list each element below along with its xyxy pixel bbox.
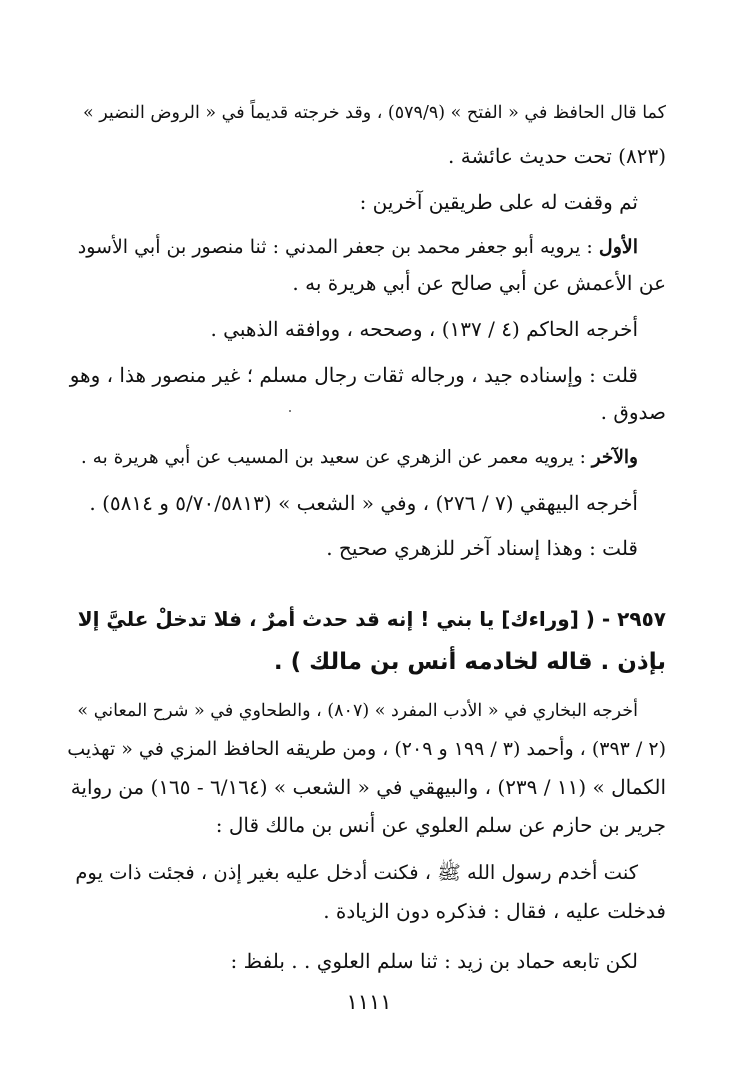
text-line: كما قال الحافظ في « الفتح » (٥٧٩/٩) ، وقد خرجته قديماً في « الروض النضير » [82,103,666,123]
text-line: : يرويه أبو جعفر محمد بن جعفر المدني : ثنا منصور بن أبي الأسود [77,236,599,258]
text-line: فدخلت عليه ، فقال : فذكره دون الزيادة . [323,899,666,923]
text-line: أخرجه البخاري في « الأدب المفرد » (٨٠٧) ، والطحاوي في « شرح المعاني » [77,701,638,721]
text-line: أخرجه الحاكم (٤ / ١٣٧) ، وصححه ، ووافقه الذهبي . [210,317,638,341]
text-line: (٨٢٣) تحت حديث عائشة . [448,144,666,168]
text-line: : يرويه معمر عن الزهري عن سعيد بن المسيب عن أبي هريرة به . [80,447,592,468]
bold-lead-second: والآخر [591,447,638,468]
text-line: الكمال » (١١ / ٢٣٩) ، والبيهقي في « الشعب » (٦/١٦٤ - ١٦٥) من رواية [70,775,666,799]
text-line: ثم وقفت له على طريقين آخرين : [359,190,638,214]
hadith-heading-line: ٢٩٥٧ - ( [وراءك] يا بني ! إنه قد حدث أمرٌ ، فلا تدخلْ عليَّ إلا [77,607,666,631]
page-number: ١١١١ [346,990,392,1014]
text-line: كنت أخدم رسول الله ﷺ ، فكنت أدخل عليه بغير إذن ، فجئت ذات يوم [75,861,638,884]
bold-lead-first: الأول [598,236,638,258]
hadith-heading-line: بإذن . قاله لخادمه أنس بن مالك ) . [273,649,666,675]
text-line: لكن تابعه حماد بن زيد : ثنا سلم العلوي . . بلفظ : [230,949,638,973]
text-line: قلت : وهذا إسناد آخر للزهري صحيح . [326,536,638,560]
text-line: قلت : وإسناده جيد ، ورجاله ثقات رجال مسلم ؛ غير منصور هذا ، وهو [69,363,638,387]
text-line: صدوق . [600,400,666,424]
text-line-with-lead [68,232,638,262]
text-line: عن الأعمش عن أبي صالح عن أبي هريرة به . [292,271,666,295]
text-line: أخرجه البيهقي (٧ / ٢٧٦) ، وفي « الشعب » (٥/٧٠/٥٨١٣ و ٥٨١٤) . [89,491,638,515]
scan-speck [289,410,291,412]
text-line-with-lead [68,443,638,473]
text-line: جرير بن حازم عن سلم العلوي عن أنس بن مالك قال : [215,813,666,837]
text-line: (٢ / ٣٩٣) ، وأحمد (٣ / ١٩٩ و ٢٠٩) ، ومن طريقه الحافظ المزي في « تهذيب [67,738,666,760]
